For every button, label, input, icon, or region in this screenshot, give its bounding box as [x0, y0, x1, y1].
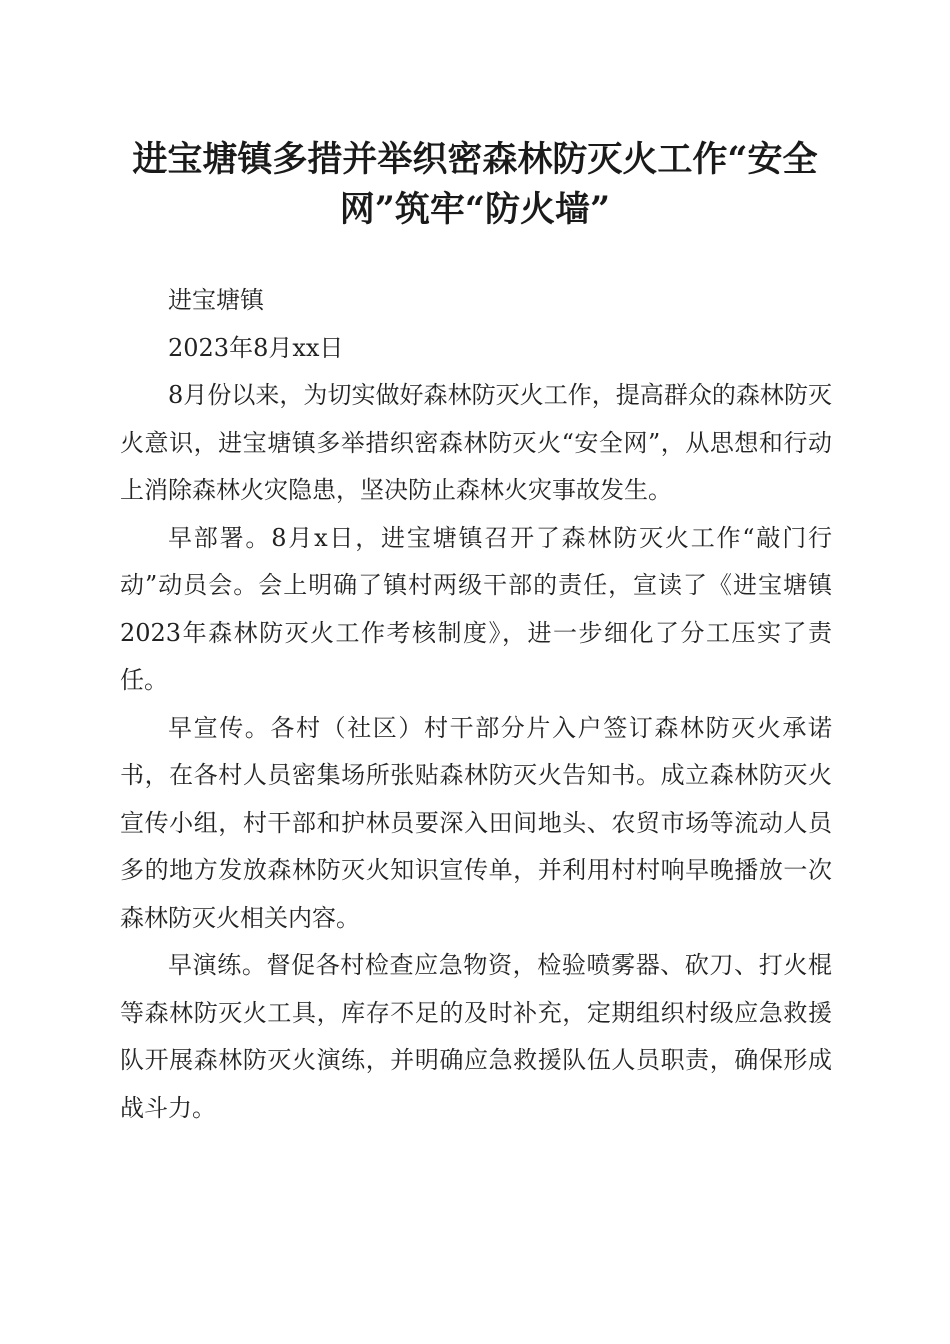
paragraph-intro: 8月份以来，为切实做好森林防灭火工作，提高群众的森林防灭火意识，进宝塘镇多举措织密森林防灭火“安全网”，从思想和行动上消除森林火灾隐患，坚决防止森林火灾事故发生。 — [120, 381, 832, 504]
paragraph-drill: 早演练。督促各村检查应急物资，检验喷雾器、砍刀、打火棍等森林防灭火工具，库存不足的及时补充，定期组织村级应急救援队开展森林防灭火演练，并明确应急救援队伍人员职责，确保形成战斗力。 — [120, 951, 832, 1122]
document-body — [120, 277, 832, 1132]
date-line: 2023年8月xx日 — [168, 333, 344, 362]
document-title: 进宝塘镇多措并举织密森林防灭火工作“安全网”筑牢“防火墙” — [132, 139, 818, 230]
paragraph-deployment: 早部署。8月x日，进宝塘镇召开了森林防灭火工作“敲门行动”动员会。会上明确了镇村两级干部的责任，宣读了《进宝塘镇2023年森林防灭火工作考核制度》，进一步细化了分工压实了责任。 — [120, 523, 832, 694]
author-line: 进宝塘镇 — [168, 286, 264, 314]
paragraph-publicity: 早宣传。各村（社区）村干部分片入户签订森林防灭火承诺书，在各村人员密集场所张贴森林防灭火告知书。成立森林防灭火宣传小组，村干部和护林员要深入田间地头、农贸市场等流动人员多的地方发放森林防灭火知识宣传单，并利用村村响早晚播放一次森林防灭火相关内容。 — [120, 713, 832, 932]
